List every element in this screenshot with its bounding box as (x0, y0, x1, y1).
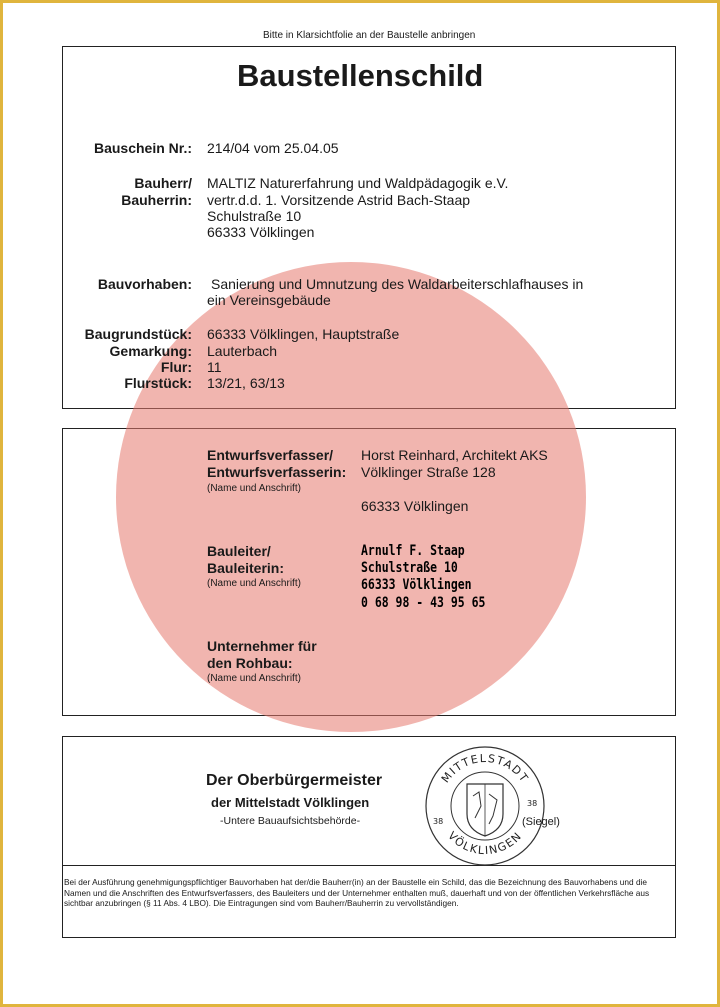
entwurf-label-1: Entwurfsverfasser/ (207, 447, 334, 463)
siegel-label: (Siegel) (522, 816, 560, 828)
bauschein-value: 214/04 vom 25.04.05 (207, 140, 339, 156)
seal-bottom-text: VÖLKLINGEN (445, 829, 525, 858)
name-hint: (Name und Anschrift) (207, 578, 301, 589)
gemarkung-label: Gemarkung: (109, 343, 192, 359)
bauvorhaben-label: Bauvorhaben: (97, 276, 192, 292)
bauleiter-label-1: Bauleiter/ (207, 543, 271, 559)
seal-number-right: 38 (527, 799, 538, 808)
bauherr-line: Schulstraße 10 (207, 208, 302, 224)
bauschein-label: Bauschein Nr.: (93, 140, 192, 156)
mayor-title: Der Oberbürgermeister (206, 772, 383, 789)
footer-note: Bei der Ausführung genehmigungspflichtiger Bauvorhaben hat der/die Bauherr(in) an der Baustelle ein Schild, das die Bezeichnung des Bauvorhabens und die Namen und die Anschriften des Entwurfsverfassers, des Bauleiters und der Unternehmer enthalten muß, dauerhaft und von der öffentlichen Verkehrsfläche aus sichtbar anzubringen (§ 11 Abs. 4 LBO). Die Eintragungen sind vom Bauherr/Bauherrin zu vervollständigen. (64, 877, 650, 908)
mayor-department: -Untere Bauaufsichtsbehörde- (220, 815, 361, 827)
bauherr-label-1: Bauherr/ (134, 175, 192, 191)
bauleiter-line: 0 68 98 - 43 95 65 (361, 595, 486, 611)
entwurf-label-2: Entwurfsverfasserin: (207, 464, 347, 480)
bauherr-label-2: Bauherrin: (121, 192, 192, 208)
seal-number-left: 38 (433, 817, 444, 826)
bauleiter-line: Schulstraße 10 (361, 560, 458, 576)
entwurf-line: 66333 Völklingen (361, 498, 469, 514)
mayor-city: der Mittelstadt Völklingen (211, 795, 370, 810)
page-title: Baustellenschild (237, 58, 484, 93)
name-hint: (Name und Anschrift) (207, 483, 301, 494)
bauvorhaben-line: ein Vereinsgebäude (207, 292, 331, 308)
unternehmer-label-2: den Rohbau: (207, 655, 293, 671)
header-note: Bitte in Klarsichtfolie an der Baustelle anbringen (263, 30, 476, 41)
divider (62, 865, 676, 866)
gemarkung-value: Lauterbach (207, 343, 278, 359)
name-hint: (Name und Anschrift) (207, 673, 301, 684)
bauherr-line: vertr.d.d. 1. Vorsitzende Astrid Bach-Staap (207, 192, 471, 208)
baugrund-label: Baugrundstück: (84, 326, 192, 342)
entwurf-line: Völklinger Straße 128 (361, 464, 496, 480)
flur-label: Flur: (160, 359, 192, 375)
entwurf-line: Horst Reinhard, Architekt AKS (361, 447, 548, 463)
flurstueck-value: 13/21, 63/13 (207, 375, 285, 391)
city-seal-icon (423, 744, 547, 868)
bauvorhaben-line: Sanierung und Umnutzung des Waldarbeiterschlafhauses in (211, 276, 584, 292)
baugrund-value: 66333 Völklingen, Hauptstraße (207, 326, 400, 342)
bauleiter-line: Arnulf F. Staap (361, 543, 465, 559)
unternehmer-label-1: Unternehmer für (207, 638, 317, 654)
seal-top-text: MITTELSTADT (438, 751, 532, 786)
bauherr-line: MALTIZ Naturerfahrung und Waldpädagogik e.V. (207, 175, 509, 191)
bauherr-line: 66333 Völklingen (207, 224, 315, 240)
flur-value: 11 (207, 359, 222, 375)
bauleiter-label-2: Bauleiterin: (207, 560, 285, 576)
flurstueck-label: Flurstück: (124, 375, 192, 391)
bauleiter-line: 66333 Völklingen (361, 577, 472, 593)
